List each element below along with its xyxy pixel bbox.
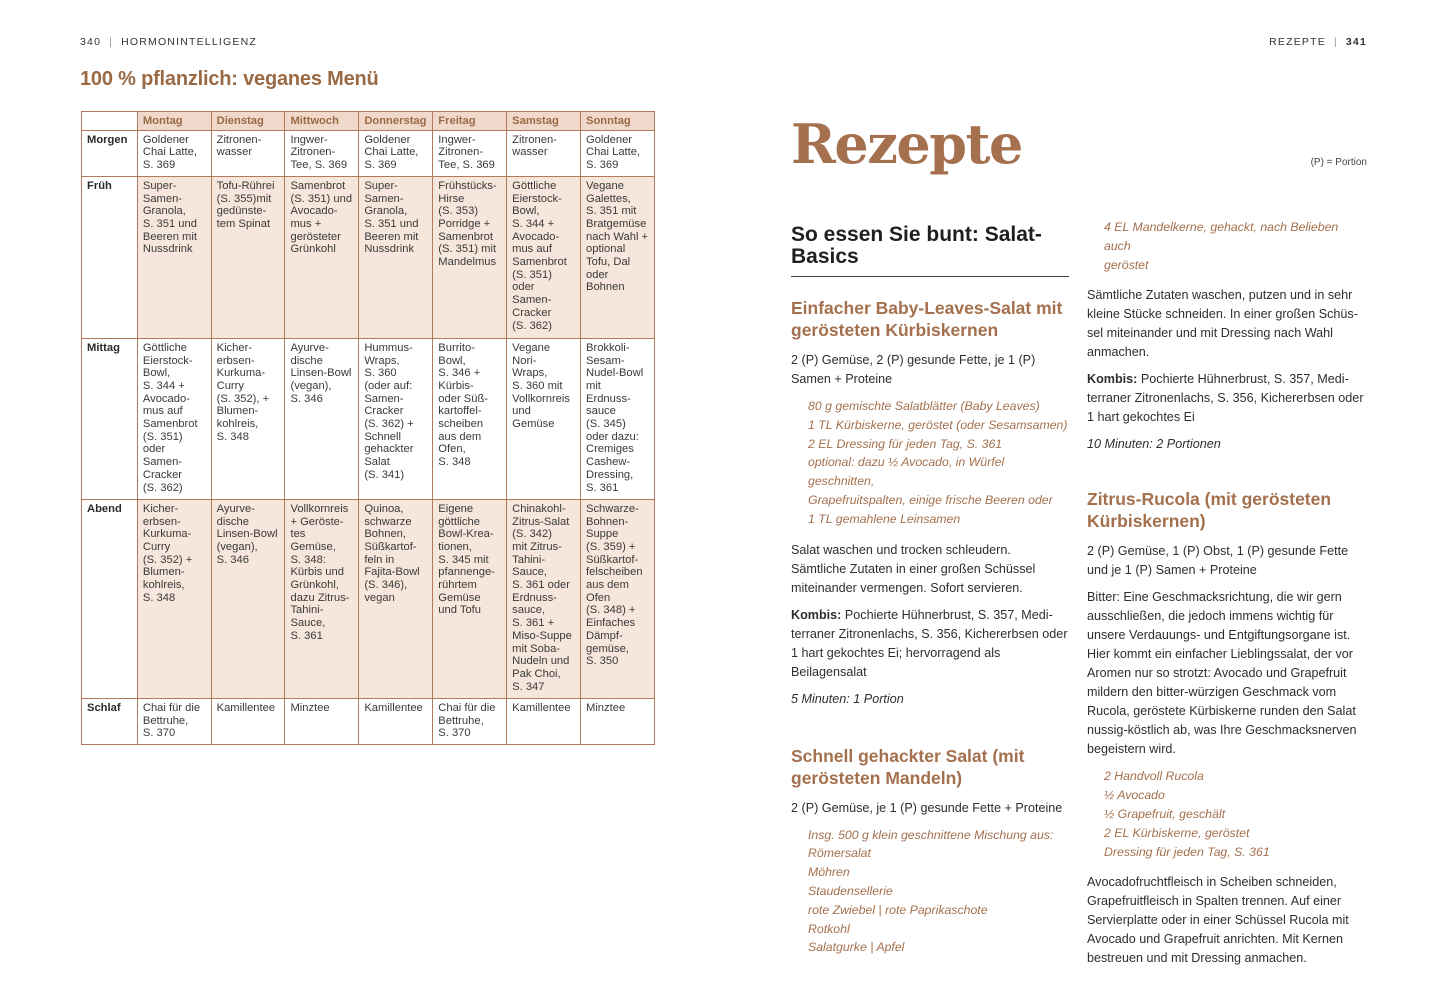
ingredient-item: 2 EL Kürbiskerne, geröstet — [1104, 825, 1250, 840]
day-header: Samstag — [507, 112, 581, 131]
table-cell: Goldener Chai Latte, S. 369 — [359, 130, 433, 176]
ingredient-item: Grapefruitspalten, einige frische Beeren oder — [808, 492, 1053, 507]
recipe-kombis — [791, 606, 1069, 682]
section-name-left: HORMONINTELLIGENZ — [121, 36, 257, 48]
table-cell: Minztee — [285, 698, 359, 744]
left-page — [0, 0, 720, 1000]
ingredient-item: Römersalat — [808, 846, 871, 861]
day-header: Donnerstag — [359, 112, 433, 131]
table-cell: Super- Samen- Granola, S. 351 und Beeren mit Nussdrink — [137, 176, 211, 338]
table-row-morgen — [82, 130, 655, 176]
menu-title: 100 % pflanzlich: veganes Menü — [80, 68, 379, 90]
kombis-text: Pochierte Hühnerbrust, S. 357, Mediterraner Zitronenlachs, S. 356, Kichererbsen oder 1 hart gekochtes Ei — [1087, 372, 1364, 425]
running-head-divider: | — [1333, 36, 1338, 48]
ingredient-item: Insg. 500 g klein geschnittene Mischung aus: — [808, 827, 1054, 842]
ingredient-list — [1087, 767, 1365, 861]
table-cell: Kicher- erbsen- Kurkuma- Curry (S. 352), + Blumen- kohlreis, S. 348 — [211, 338, 285, 499]
recipe-method: Sämtliche Zutaten waschen, putzen und in sehr kleine Stücke schneiden. In einer großen Schüssel miteinander und mit Dressing nach Wahl anmachen. — [1087, 288, 1358, 360]
recipe-kombis — [1087, 370, 1365, 427]
table-header-row — [82, 112, 655, 131]
row-label: Morgen — [82, 130, 138, 176]
table-cell: Schwarze- Bohnen- Suppe (S. 359) + Süßkartof- felscheiben aus dem Ofen (S. 348) + Einfaches Dämpf- gemüse, S. 350 — [581, 499, 655, 698]
recipe-column-left — [791, 224, 1069, 969]
recipe-portions: 2 (P) Gemüse, 1 (P) Obst, 1 (P) gesunde Fette und je 1 (P) Samen + Proteine — [1087, 544, 1349, 578]
page-number-right: 341 — [1345, 36, 1367, 48]
recipe-time: 10 Minuten: 2 Portionen — [1087, 437, 1221, 452]
ingredient-item: 2 EL Dressing für jeden Tag, S. 361 — [808, 436, 1003, 451]
salad-basics-heading: So essen Sie bunt: Salat-Basics — [791, 224, 1069, 277]
chapter-title: Rezepte — [791, 112, 1022, 176]
table-cell: Quinoa, schwarze Bohnen, Süßkartof- feln in Fajita-Bowl (S. 346), vegan — [359, 499, 433, 698]
day-header: Dienstag — [211, 112, 285, 131]
day-header: Freitag — [433, 112, 507, 131]
ingredient-item: 4 EL Mandelkerne, gehackt, nach Belieben auch — [1104, 220, 1339, 253]
ingredient-list — [791, 397, 1069, 529]
ingredient-list-continued — [1087, 218, 1365, 274]
ingredient-item: Dressing für jeden Tag, S. 361 — [1104, 844, 1270, 859]
table-cell: Brokkoli- Sesam- Nudel-Bowl mit Erdnuss- sauce (S. 345) oder dazu: Cremiges Cashew- Dressing, S. 361 — [581, 338, 655, 499]
running-head-divider: | — [109, 36, 114, 48]
recipe-intro: Bitter: Eine Geschmacksrichtung, die wir gern ausschließen, die jedoch immens wichtig für unsere Verdauungs- und Entgiftungsorgane ist. Hier kommt ein einfacher Lieblingssalat, der vor Aromen nur so strotzt: Avocado und Grapefruit mildern den bitter-würzigen Geschmack vom Rucola, geröstete Kürbiskerne runden den Salat nussig-köstlich ab, was Ihre Geschmacksnerven begeistern wird. — [1087, 590, 1357, 757]
table-cell: Vegane Nori- Wraps, S. 360 mit Vollkornreis und Gemüse — [507, 338, 581, 499]
right-page — [723, 0, 1447, 1000]
kombis-text: Pochierte Hühnerbrust, S. 357, Mediterraner Zitronenlachs, S. 356, Kichererbsen oder 1 hart gekochtes Ei; hervorragend als Beilagensalat — [791, 607, 1068, 679]
table-cell: Tofu-Rührei (S. 355)mit gedünste- tem Spinat — [211, 176, 285, 338]
table-cell: Eigene göttliche Bowl-Krea- tionen, S. 345 mit pfannenge- rührtem Gemüse und Tofu — [433, 499, 507, 698]
ingredient-item: optional: dazu ½ Avocado, in Würfel geschnitten, — [808, 455, 1005, 489]
table-row-mittag — [82, 338, 655, 499]
recipe-portions: 2 (P) Gemüse, 2 (P) gesunde Fette, je 1 (P) Samen + Proteine — [791, 353, 1036, 386]
ingredient-item: 2 Handvoll Rucola — [1104, 769, 1204, 784]
table-corner-cell — [82, 112, 138, 131]
table-cell: Kamillentee — [359, 698, 433, 744]
table-cell: Frühstücks- Hirse (S. 353) Porridge + Samenbrot (S. 351) mit Mandelmus — [433, 176, 507, 338]
recipe-portions: 2 (P) Gemüse, je 1 (P) gesunde Fette + Proteine — [791, 800, 1063, 815]
table-cell: Kamillentee — [507, 698, 581, 744]
day-header: Montag — [137, 112, 211, 131]
ingredient-item: 80 g gemischte Salatblätter (Baby Leaves) — [808, 399, 1040, 413]
table-cell: Chai für die Bettruhe, S. 370 — [433, 698, 507, 744]
ingredient-item: ½ Avocado — [1104, 788, 1165, 803]
table-cell: Minztee — [581, 698, 655, 744]
running-head-right — [1269, 36, 1367, 48]
ingredient-list — [791, 826, 1069, 958]
ingredient-item: rote Zwiebel | rote Paprikaschote — [808, 902, 988, 917]
running-head-left — [80, 36, 257, 48]
table-cell: Ayurve- dische Linsen-Bowl (vegan), S. 346 — [285, 338, 359, 499]
ingredient-item: Möhren — [808, 865, 850, 880]
row-label: Schlaf — [82, 698, 138, 744]
ingredient-item: ½ Grapefruit, geschält — [1104, 806, 1225, 821]
table-cell: Zitronen- wasser — [211, 130, 285, 176]
table-cell: Vegane Galettes, S. 351 mit Bratgemüse nach Wahl + optional Tofu, Dal oder Bohnen — [581, 176, 655, 338]
table-cell: Burrito- Bowl, S. 346 + Kürbis- oder Süß- kartoffel- scheiben aus dem Ofen, S. 348 — [433, 338, 507, 499]
table-cell: Kicher- erbsen- Kurkuma- Curry (S. 352) + Blumen- kohlreis, S. 348 — [137, 499, 211, 698]
table-cell: Kamillentee — [211, 698, 285, 744]
recipe-column-right — [1087, 218, 1365, 976]
table-cell: Chinakohl- Zitrus-Salat (S. 342) mit Zitrus- Tahini- Sauce, S. 361 oder Erdnuss- sauce, S. 361 + Miso-Suppe mit Soba- Nudeln und Pak Choi, S. 347 — [507, 499, 581, 698]
table-row-frueh — [82, 176, 655, 338]
recipe-method: Avocadofruchtfleisch in Scheiben schneiden, Grapefruitfleisch in Spalten trennen. Auf einer Servierplatte oder in einer Schüssel Rucola mit Avocado und Grapefruit anrichten. Mit Kernen bestreuen und mit Dressing anmachen. — [1087, 875, 1349, 966]
table-row-abend — [82, 499, 655, 698]
table-cell: Goldener Chai Latte, S. 369 — [581, 130, 655, 176]
ingredient-item: 1 TL gemahlene Leinsamen — [808, 511, 961, 526]
table-cell: Chai für die Bettruhe, S. 370 — [137, 698, 211, 744]
section-name-right: REZEPTE — [1269, 36, 1326, 48]
recipe-time: 5 Minuten: 1 Portion — [791, 691, 904, 706]
recipe-title-citrus-rucola: Zitrus-Rucola (mit gerösteten Kürbiskernen) — [1087, 489, 1332, 532]
ingredient-item: Salatgurke | Apfel — [808, 940, 905, 955]
table-cell: Göttliche Eierstock- Bowl, S. 344 + Avocado- mus auf Samenbrot (S. 351) oder Samen- Cracker (S. 362) — [137, 338, 211, 499]
kombis-label: Kombis: — [791, 607, 842, 622]
row-label: Abend — [82, 499, 138, 698]
kombis-label: Kombis: — [1087, 372, 1138, 387]
table-cell: Goldener Chai Latte, S. 369 — [137, 130, 211, 176]
recipe-method: Salat waschen und trocken schleudern. Sämtliche Zutaten in einer großen Schüssel miteinander vermengen. Sofort servieren. — [791, 542, 1036, 595]
day-header: Mittwoch — [285, 112, 359, 131]
recipe-title-baby-leaves: Einfacher Baby-Leaves-Salat mit gerösteten Kürbiskernen — [791, 298, 1063, 340]
table-cell: Ingwer- Zitronen- Tee, S. 369 — [433, 130, 507, 176]
row-label: Mittag — [82, 338, 138, 499]
table-cell: Hummus- Wraps, S. 360 (oder auf: Samen- Cracker (S. 362) + Schnell gehackter Salat (S. 341) — [359, 338, 433, 499]
day-header: Sonntag — [581, 112, 655, 131]
ingredient-item: Staudensellerie — [808, 883, 893, 898]
table-cell: Vollkornreis + Geröste- tes Gemüse, S. 348: Kürbis und Grünkohl, dazu Zitrus- Tahini- Sauce, S. 361 — [285, 499, 359, 698]
ingredient-item: 1 TL Kürbiskerne, geröstet (oder Sesamsamen) — [808, 417, 1068, 432]
portion-legend: (P) = Portion — [1310, 157, 1367, 168]
table-row-schlaf — [82, 698, 655, 744]
table-cell: Ayurve- dische Linsen-Bowl (vegan), S. 346 — [211, 499, 285, 698]
ingredient-item: geröstet — [1104, 257, 1149, 272]
recipe-title-chopped-salad: Schnell gehackter Salat (mit gerösteten Mandeln) — [791, 745, 1025, 788]
table-cell: Göttliche Eierstock- Bowl, S. 344 + Avocado- mus auf Samenbrot (S. 351) oder Samen- Cracker (S. 362) — [507, 176, 581, 338]
ingredient-item: Rotkohl — [808, 921, 850, 936]
table-cell: Zitronen- wasser — [507, 130, 581, 176]
table-cell: Super- Samen- Granola, S. 351 und Beeren mit Nussdrink — [359, 176, 433, 338]
page-number-left: 340 — [80, 36, 102, 48]
table-cell: Ingwer- Zitronen- Tee, S. 369 — [285, 130, 359, 176]
weekly-meal-plan-table — [81, 111, 655, 745]
row-label: Früh — [82, 176, 138, 338]
table-cell: Samenbrot (S. 351) und Avocado- mus + gerösteter Grünkohl — [285, 176, 359, 338]
